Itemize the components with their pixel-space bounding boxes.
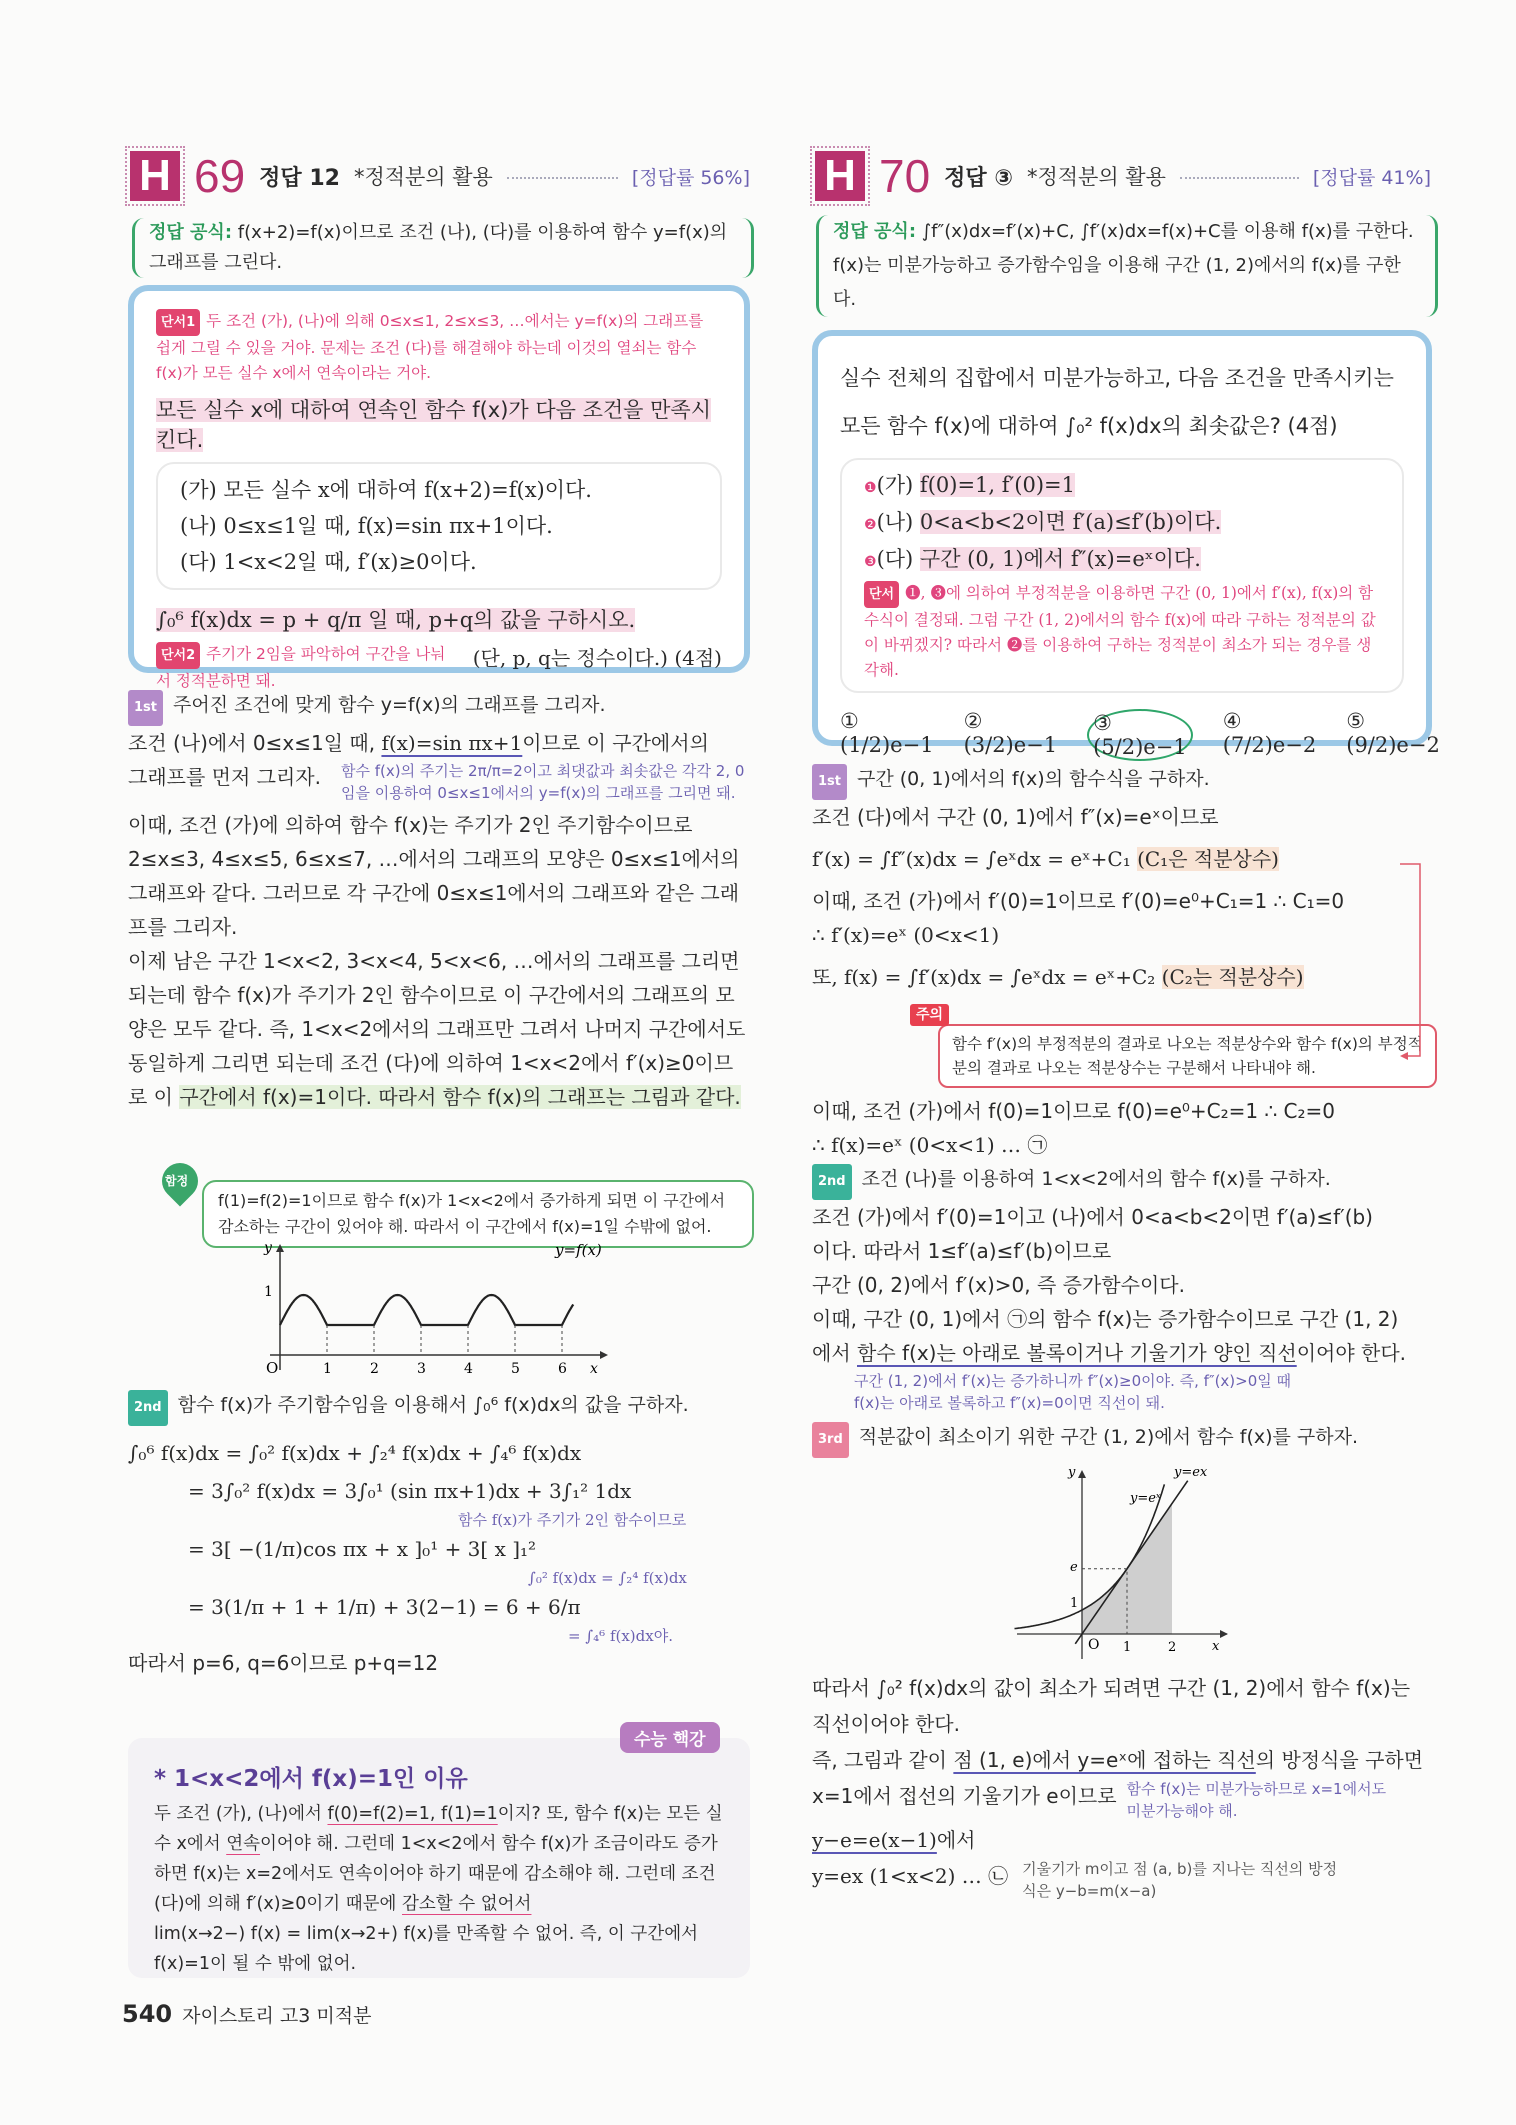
hint bbox=[864, 581, 1380, 683]
text-line bbox=[128, 726, 750, 760]
formula-label: 정답 공식: bbox=[833, 221, 917, 242]
text: f(0)=f(2)=1, f(1)=1 bbox=[327, 1804, 498, 1824]
core-title: * 1<x<2에서 f(x)=1인 이유 bbox=[154, 1766, 468, 1792]
x-ticks bbox=[323, 1361, 567, 1375]
hint-text: 두 조건 (가), (나)에 의해 0≤x≤1, 2≤x≤3, …에서는 y=f(x)의 그래프를 쉽게 그릴 수 있을 거야. 문제는 조건 (다)를 해결해야 하는데 이것의 열쇠는 함수 f(x)가 모든 실수 x에서 연속이라는 거야. bbox=[156, 312, 704, 382]
curve-label: y=f(x) bbox=[555, 1241, 602, 1259]
condition-number: ❸ bbox=[864, 554, 877, 570]
equation-line: = 3(1/π + 1 + 1/π) + 3(2−1) = 6 + 6/π bbox=[188, 1595, 581, 1619]
book-title: 자이스토리 고3 미적분 bbox=[182, 2005, 372, 2027]
paragraph: 이때, 조건 (가)에 의하여 함수 f(x)는 주기가 2인 주기함수이므로 2≤x≤3, 4≤x≤5, 6≤x≤7, …에서의 그래프의 모양은 0≤x≤1에서의 그래프와 같다. 그러므로 각 구간에 0≤x≤1에서의 그래프와 같은 그래프를 그리자. bbox=[128, 813, 740, 939]
text-line: 직선이어야 한다. bbox=[812, 1712, 960, 1736]
y-tick-1: 1 bbox=[264, 1284, 273, 1300]
highlight-text: (C₂는 적분상수) bbox=[1161, 965, 1304, 989]
answer-formula bbox=[816, 215, 1438, 317]
text: 그래프를 먼저 그리자. bbox=[128, 765, 321, 789]
problem-number: 69 bbox=[194, 150, 246, 202]
choice-3[interactable]: ③ (5/2)e−1 bbox=[1087, 709, 1193, 761]
problem-number: 70 bbox=[879, 150, 931, 202]
equation-line: = 3∫₀² f(x)dx = 3∫₀¹ (sin πx+1)dx + 3∫₁² 1dx bbox=[188, 1479, 632, 1503]
hint-tag: 단서1 bbox=[156, 309, 200, 336]
step-title: 함수 f(x)가 주기함수임을 이용해서 ∫₀⁶ f(x)dx의 값을 구하자. bbox=[177, 1394, 689, 1416]
step-title: 적분값이 최소이기 위한 구간 (1, 2)에서 함수 f(x)를 구하자. bbox=[858, 1426, 1359, 1448]
x-arrow-icon bbox=[1220, 1630, 1228, 1638]
problem-stem bbox=[156, 394, 722, 454]
correct-rate: [정답률 56%] bbox=[631, 166, 750, 189]
section-badge: H bbox=[815, 151, 865, 201]
answer-label: 정답 ③ bbox=[944, 165, 1013, 191]
text-line: 구간 (0, 2)에서 f′(x)>0, 즉 증가함수이다. bbox=[812, 1273, 1185, 1297]
choice-2[interactable]: ② (3/2)e−1 bbox=[963, 709, 1058, 757]
formula: f(x)=sin πx+1 bbox=[381, 731, 523, 755]
text: 점 (1, e)에서 y=eˣ에 접하는 직선 bbox=[953, 1748, 1256, 1772]
annotation: 구간 (1, 2)에서 f′(x)는 증가하니까 f″(x)≥0이야. 즉, f″(x)>0일 때 f(x)는 아래로 볼록하고 f″(x)=0이면 직선이 돼. bbox=[854, 1372, 1292, 1412]
divider bbox=[507, 177, 618, 179]
step-title: 구간 (0, 1)에서의 f(x)의 함수식을 구하자. bbox=[857, 768, 1210, 790]
condition-label: (가) bbox=[876, 473, 914, 497]
solution-69-step2 bbox=[128, 1388, 758, 1680]
tangent-graph bbox=[1012, 1464, 1232, 1664]
text: 감소할 수 없어서 bbox=[402, 1894, 532, 1914]
equation-line: = 3[ −(1/π)cos πx + x ]₀¹ + 3[ x ]₁² bbox=[188, 1537, 537, 1561]
text-line bbox=[812, 1858, 1437, 1902]
problem-stem bbox=[840, 354, 1404, 450]
text: x=1에서 접선의 기울기가 e이므로 bbox=[812, 1784, 1117, 1808]
answer-formula bbox=[132, 218, 754, 278]
text: 이어야 한다. bbox=[1296, 1341, 1407, 1365]
curve-y-f-x bbox=[280, 1295, 573, 1325]
step-tag: 2nd bbox=[128, 1390, 168, 1426]
text-line: 이때, 조건 (가)에서 f(0)=1이므로 f(0)=e⁰+C₂=1 ∴ C₂=0 bbox=[812, 1099, 1336, 1123]
text: 두 조건 (가), (나)에서 bbox=[154, 1804, 328, 1824]
problem-70-box bbox=[812, 330, 1440, 759]
dashed-guides bbox=[327, 1325, 562, 1355]
step-heading bbox=[812, 1162, 1437, 1200]
text-line bbox=[812, 1742, 1437, 1778]
condition-list bbox=[864, 468, 1380, 579]
y-label: y bbox=[264, 1240, 272, 1256]
condition-box bbox=[840, 458, 1404, 693]
divider bbox=[1180, 177, 1299, 179]
y-arrow-icon bbox=[276, 1244, 284, 1252]
x-tick-2: 2 bbox=[370, 1361, 379, 1375]
equation: f′(x) = ∫f″(x)dx = ∫eˣdx = eˣ+C₁ bbox=[812, 847, 1131, 871]
solution-70 bbox=[812, 762, 1437, 1902]
step-tag: 3rd bbox=[812, 1422, 849, 1458]
section-badge: H bbox=[130, 151, 180, 201]
equation: y=ex (1<x<2) … ㉡ bbox=[812, 1864, 1009, 1888]
y-label: y bbox=[1068, 1465, 1076, 1480]
text: 함수 f(x)는 아래로 볼록이거나 기울기가 양인 직선 bbox=[857, 1341, 1297, 1365]
condition-number: ❶ bbox=[864, 480, 877, 496]
stem-line: 모든 함수 f(x)에 대하여 ∫₀² f(x)dx의 최솟값은? (4점) bbox=[840, 414, 1338, 438]
condition-text: 0<a<b<2이면 f′(a)≤f′(b)이다. bbox=[919, 510, 1222, 534]
choice-4[interactable]: ④ (7/2)e−2 bbox=[1222, 709, 1317, 757]
condition-item bbox=[864, 468, 1380, 505]
topic-label: *정적분의 활용 bbox=[1026, 165, 1166, 189]
equation-line: ∫₀⁶ f(x)dx = ∫₀² f(x)dx + ∫₂⁴ f(x)dx + ∫₄⁶ f(x)dx bbox=[128, 1441, 582, 1465]
correct-rate: [정답률 41%] bbox=[1312, 166, 1431, 189]
choice-5[interactable]: ⑤ (9/2)e−2 bbox=[1346, 709, 1440, 757]
step-heading bbox=[812, 762, 1437, 800]
text: 에서 bbox=[936, 1828, 976, 1852]
text-line: 이때, 구간 (0, 1)에서 ㉠의 함수 f(x)는 증가함수이므로 구간 (1, 2) bbox=[812, 1307, 1399, 1331]
choice-1[interactable]: ① (1/2)e−1 bbox=[840, 709, 934, 757]
connector-arrow bbox=[1400, 860, 1430, 1060]
question-footer bbox=[156, 642, 722, 694]
x-tick-6: 6 bbox=[558, 1361, 567, 1375]
core-lecture-box bbox=[128, 1738, 750, 1978]
y-arrow-icon bbox=[1078, 1470, 1086, 1478]
topic-label: *정적분의 활용 bbox=[353, 165, 493, 189]
x-arrow-icon bbox=[600, 1351, 608, 1359]
text: 조건 (나)에서 0≤x≤1일 때, bbox=[128, 731, 382, 755]
trap-tag: 함정 bbox=[165, 1174, 189, 1188]
equation-block bbox=[128, 1434, 758, 1646]
answer-choices bbox=[840, 709, 1440, 761]
text: 이어야 해. 그런데 1<x<2에서 함수 f(x)가 조금이라도 증가하면 f(x)는 x=2에서도 연속이어야 하기 때문에 감소해야 해. 그런데 조건 (다)에 의해 f′(x)≥0이기 때문에 bbox=[154, 1834, 718, 1914]
periodic-graph bbox=[250, 1240, 610, 1375]
hint-text: ❶, ❸에 의하여 부정적분을 이용하면 구간 (0, 1)에서 f′(x), f(x)의 함수식이 결정돼. 그럼 구간 (1, 2)에서의 함수 f(x)에 따라 구하는 정적분의 값이 바뀌겠지? 따라서 ❷를 이용하여 구하는 정적분이 최소가 되는 경우를 생각해. bbox=[864, 584, 1376, 679]
solution-70-step1 bbox=[812, 762, 1437, 1162]
step-heading bbox=[128, 1388, 758, 1426]
formula-label: 정답 공식: bbox=[149, 222, 233, 243]
text-line: ∴ f′(x)=eˣ (0<x<1) bbox=[812, 923, 1000, 947]
equation: y−e=e(x−1) bbox=[812, 1828, 937, 1852]
text: 의 방정식을 구하면 bbox=[1255, 1748, 1424, 1772]
text-line bbox=[812, 834, 1437, 884]
condition-na: (나) 0≤x≤1일 때, f(x)=sin πx+1이다. bbox=[180, 514, 553, 538]
x-tick-5: 5 bbox=[511, 1361, 520, 1375]
text-line: ∴ f(x)=eˣ (0<x<1) … ㉠ bbox=[812, 1133, 1048, 1157]
x-tick-3: 3 bbox=[417, 1361, 426, 1375]
text: 이므로 이 구간에서의 bbox=[522, 731, 709, 755]
x-tick-4: 4 bbox=[464, 1361, 473, 1375]
step3-heading bbox=[812, 1420, 1437, 1458]
page-number: 540 bbox=[122, 2000, 173, 2028]
annotation: 함수 f(x)가 주기가 2인 함수이므로 bbox=[458, 1511, 687, 1529]
y-tick-e: e bbox=[1070, 1560, 1078, 1575]
step-title: 주어진 조건에 맞게 함수 y=f(x)의 그래프를 그리자. bbox=[173, 694, 606, 716]
x-tick-2: 2 bbox=[1168, 1640, 1177, 1655]
condition-label: (나) bbox=[876, 510, 914, 534]
text-line: 조건 (가)에서 f′(0)=1이고 (나)에서 0<a<b<2이면 f′(a)≤f′(b) bbox=[812, 1205, 1373, 1229]
core-text bbox=[154, 1799, 724, 1979]
step-tag: 1st bbox=[812, 764, 847, 800]
stem-line: 실수 전체의 집합에서 미분가능하고, 다음 조건을 만족시키는 bbox=[840, 366, 1394, 390]
line-label: y=ex bbox=[1174, 1465, 1208, 1480]
condition-item bbox=[864, 542, 1380, 579]
annotation: ∫₀² f(x)dx = ∫₂⁴ f(x)dx bbox=[528, 1569, 687, 1587]
solution-69-step1 bbox=[128, 688, 750, 1114]
highlight-text: (C₁은 적분상수) bbox=[1137, 847, 1279, 871]
exp-label: y=eˣ bbox=[1130, 1491, 1161, 1506]
solution-70-step2 bbox=[812, 1162, 1437, 1414]
x-tick-1: 1 bbox=[1123, 1640, 1132, 1655]
text-line bbox=[128, 760, 750, 804]
condition-da: (다) 1<x<2일 때, f′(x)≥0이다. bbox=[180, 550, 477, 574]
warning-tag: 주의 bbox=[910, 1004, 949, 1026]
y-tick-1: 1 bbox=[1070, 1596, 1079, 1611]
condition-text: 구간 (0, 1)에서 f″(x)=eˣ이다. bbox=[919, 547, 1201, 571]
step-tag: 1st bbox=[128, 690, 163, 726]
x-label: x bbox=[590, 1361, 598, 1375]
condition-item bbox=[864, 505, 1380, 542]
annotation: = ∫₄⁶ f(x)dx야. bbox=[568, 1627, 673, 1645]
problem-70-header bbox=[815, 148, 1431, 204]
text: lim(x→2−) f(x) = lim(x→2+) f(x)를 만족할 수 없어. 즉, 이 구간에서 f(x)=1이 될 수 밖에 없어. bbox=[154, 1924, 699, 1974]
step-tag: 2nd bbox=[812, 1164, 852, 1200]
condition-number: ❷ bbox=[864, 517, 877, 533]
x-label: x bbox=[1212, 1639, 1220, 1654]
text-line: 따라서 ∫₀² f(x)dx의 값이 최소가 되려면 구간 (1, 2)에서 함수 f(x)는 bbox=[812, 1676, 1411, 1700]
condition-label: (다) bbox=[876, 547, 914, 571]
text: 연속 bbox=[226, 1834, 261, 1854]
page-footer bbox=[122, 2000, 371, 2028]
text-line bbox=[812, 952, 1437, 1002]
hint-2 bbox=[156, 642, 446, 694]
conclusion: 따라서 p=6, q=6이므로 p+q=12 bbox=[128, 1651, 439, 1675]
text-line: 이때, 조건 (가)에서 f′(0)=1이므로 f′(0)=e⁰+C₁=1 ∴ C₁=0 bbox=[812, 889, 1345, 913]
text-line: 이다. 따라서 1≤f′(a)≤f′(b)이므로 bbox=[812, 1239, 1112, 1263]
step-title: 조건 (나)를 이용하여 1<x<2에서의 함수 f(x)를 구하자. bbox=[861, 1168, 1331, 1190]
hint-tag: 단서 bbox=[864, 581, 899, 608]
text-line bbox=[812, 1778, 1437, 1822]
answer-label: 정답 12 bbox=[259, 165, 340, 191]
text: 에서 bbox=[812, 1341, 857, 1365]
annotation: 함수 f(x)는 미분가능하므로 x=1에서도 미분가능해야 해. bbox=[1126, 1780, 1387, 1820]
annotation: 함수 f(x)의 주기는 2π/π=2이고 최댓값과 최솟값은 각각 2, 0임을 이용하여 0≤x≤1에서의 y=f(x)의 그래프를 그리면 돼. bbox=[340, 762, 745, 802]
step-heading bbox=[128, 688, 750, 726]
points-note: (단, p, q는 정수이다.) (4점) bbox=[472, 646, 722, 670]
hint-tag: 단서2 bbox=[156, 642, 200, 669]
problem-69-header bbox=[130, 148, 750, 204]
trap-callout: f(1)=f(2)=1이므로 함수 f(x)가 1<x<2에서 증가하게 되면 이 구간에서 감소하는 구간이 있어야 해. 따라서 이 구간에서 f(x)=1일 수밖에 없어. bbox=[202, 1180, 754, 1248]
warning bbox=[916, 1007, 1437, 1088]
highlight-text: 구간에서 f(x)=1이다. 따라서 함수 f(x)의 그래프는 그림과 같다. bbox=[179, 1085, 741, 1109]
origin-label: O bbox=[266, 1359, 279, 1375]
warning-box: 함수 f′(x)의 부정적분의 결과로 나오는 적분상수와 함수 f(x)의 부정적분의 결과로 나오는 적분상수는 구분해서 나타내야 해. bbox=[938, 1024, 1437, 1088]
paragraph bbox=[128, 944, 750, 1114]
question bbox=[156, 604, 722, 634]
text: 즉, 그림과 같이 bbox=[812, 1748, 954, 1772]
equation: 또, f(x) = ∫f′(x)dx = ∫eˣdx = eˣ+C₂ bbox=[812, 965, 1156, 989]
hint-text: 주기가 2임을 파악하여 구간을 나눠서 정적분하면 돼. bbox=[156, 645, 446, 690]
text-line bbox=[812, 1336, 1437, 1370]
text: 이지? 또, 함수 f(x)는 모든 실수 x에서 bbox=[154, 1804, 723, 1854]
stem-text: 모든 실수 x에 대하여 연속인 함수 f(x)가 다음 조건을 만족시킨다. bbox=[156, 398, 712, 452]
question-text: ∫₀⁶ f(x)dx = p + q/π 일 때, p+q의 값을 구하시오. bbox=[156, 608, 636, 632]
hint-1 bbox=[156, 309, 722, 386]
condition-box bbox=[156, 462, 722, 590]
origin-label: O bbox=[1088, 1637, 1100, 1653]
problem-69-box bbox=[128, 285, 750, 690]
formula-text: ∫f″(x)dx=f′(x)+C, ∫f′(x)dx=f(x)+C를 이용해 f(x)를 구한다. f(x)는 미분가능하고 증가함수임을 이용해 구간 (1, 2)에서의 f(x)를 구한다. bbox=[833, 221, 1414, 310]
solution-70-step3 bbox=[812, 1670, 1437, 1902]
condition-text: f(0)=1, f′(0)=1 bbox=[919, 473, 1075, 497]
x-tick-1: 1 bbox=[323, 1361, 332, 1375]
condition-ga: (가) 모든 실수 x에 대하여 f(x+2)=f(x)이다. bbox=[180, 478, 592, 502]
formula-text: f(x+2)=f(x)이므로 조건 (나), (다)를 이용하여 함수 y=f(x)의 그래프를 그린다. bbox=[149, 222, 728, 273]
core-tag: 수능 핵강 bbox=[620, 1722, 720, 1753]
text: 이제 남은 구간 1<x<2, 3<x<4, 5<x<6, …에서의 그래프를 그리면 되는데 함수 f(x)가 주기가 2인 함수이므로 이 구간에서의 그래프의 모양은 모두 같다. 즉, 1<x<2에서의 그래프만 그려서 나머지 구간에서도 동일하게 그리면 되는데 조건 (다)에 의하여 1<x<2에서 f′(x)≥0이므로 이 bbox=[128, 949, 746, 1109]
text-line bbox=[812, 1822, 1437, 1858]
annotation: 기울기가 m이고 점 (a, b)를 지나는 직선의 방정식은 y−b=m(x−a) bbox=[1022, 1860, 1338, 1900]
text-line: 조건 (다)에서 구간 (0, 1)에서 f″(x)=eˣ이므로 bbox=[812, 805, 1219, 829]
